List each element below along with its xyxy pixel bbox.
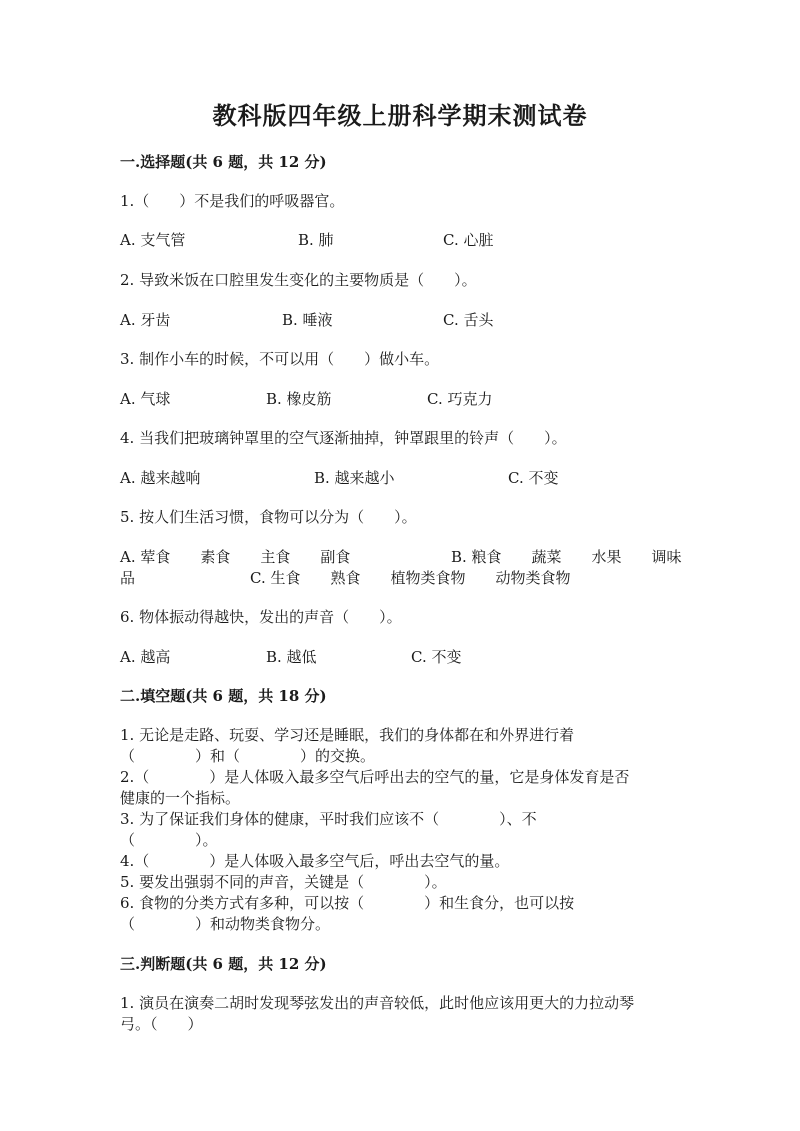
fill-line: 2.（ ）是人体吸入最多空气后呼出去的空气的量，它是身体发育是否 bbox=[120, 768, 630, 786]
section-heading-judge: 三.判断题(共 6 题，共 12 分) bbox=[120, 955, 327, 973]
question-stem: 2. 导致米饭在口腔里发生变化的主要物质是（ ）。 bbox=[120, 271, 477, 289]
section-heading-fill: 二.填空题(共 6 题，共 18 分) bbox=[120, 687, 327, 705]
option-b-continued: 品 bbox=[120, 569, 136, 587]
option-c: C. 巧克力 bbox=[427, 390, 493, 408]
page-title: 教科版四年级上册科学期末测试卷 bbox=[212, 101, 588, 130]
judge-line: 1. 演员在演奏二胡时发现琴弦发出的声音较低，此时他应该用更大的力拉动琴 bbox=[120, 994, 635, 1012]
section-heading-choice: 一.选择题(共 6 题，共 12 分) bbox=[120, 153, 327, 171]
option-a: A. 气球 bbox=[120, 390, 171, 408]
option-b: B. 越来越小 bbox=[314, 469, 395, 487]
option-a: A. 越来越响 bbox=[120, 469, 201, 487]
fill-line: （ ）。 bbox=[120, 831, 218, 849]
fill-line: 4.（ ）是人体吸入最多空气后，呼出去空气的量。 bbox=[120, 852, 510, 870]
fill-line: （ ）和（ ）的交换。 bbox=[120, 747, 376, 765]
fill-line: 3. 为了保证我们身体的健康，平时我们应该不（ ）、不 bbox=[120, 810, 537, 828]
option-c: C. 不变 bbox=[411, 648, 462, 666]
question-stem: 1.（ ）不是我们的呼吸器官。 bbox=[120, 192, 345, 210]
fill-line: 健康的一个指标。 bbox=[120, 789, 241, 807]
fill-line: 1. 无论是走路、玩耍、学习还是睡眠，我们的身体都在和外界进行着 bbox=[120, 726, 575, 744]
option-c: C. 生食 熟食 植物类食物 动物类食物 bbox=[250, 569, 571, 587]
fill-line: 6. 食物的分类方式有多种，可以按（ ）和生食分，也可以按 bbox=[120, 894, 575, 912]
option-a: A. 越高 bbox=[120, 648, 171, 666]
fill-line: （ ）和动物类食物分。 bbox=[120, 915, 331, 933]
option-b: B. 粮食 蔬菜 水果 调味 bbox=[451, 548, 682, 566]
fill-line: 5. 要发出强弱不同的声音，关键是（ ）。 bbox=[120, 873, 447, 891]
option-b: B. 肺 bbox=[298, 231, 334, 249]
option-c: C. 舌头 bbox=[443, 311, 494, 329]
question-stem: 3. 制作小车的时候，不可以用（ ）做小车。 bbox=[120, 350, 440, 368]
option-a: A. 荤食 素食 主食 副食 bbox=[120, 548, 351, 566]
option-b: B. 越低 bbox=[266, 648, 317, 666]
question-stem: 6. 物体振动得越快，发出的声音（ ）。 bbox=[120, 608, 402, 626]
option-a: A. 支气管 bbox=[120, 231, 186, 249]
judge-line: 弓。（ ） bbox=[120, 1015, 203, 1033]
question-stem: 4. 当我们把玻璃钟罩里的空气逐渐抽掉，钟罩跟里的铃声（ ）。 bbox=[120, 429, 567, 447]
option-b: B. 唾液 bbox=[282, 311, 333, 329]
option-a: A. 牙齿 bbox=[120, 311, 171, 329]
option-c: C. 心脏 bbox=[443, 231, 494, 249]
option-b: B. 橡皮筋 bbox=[266, 390, 332, 408]
question-stem: 5. 按人们生活习惯，食物可以分为（ ）。 bbox=[120, 508, 417, 526]
option-c: C. 不变 bbox=[508, 469, 559, 487]
